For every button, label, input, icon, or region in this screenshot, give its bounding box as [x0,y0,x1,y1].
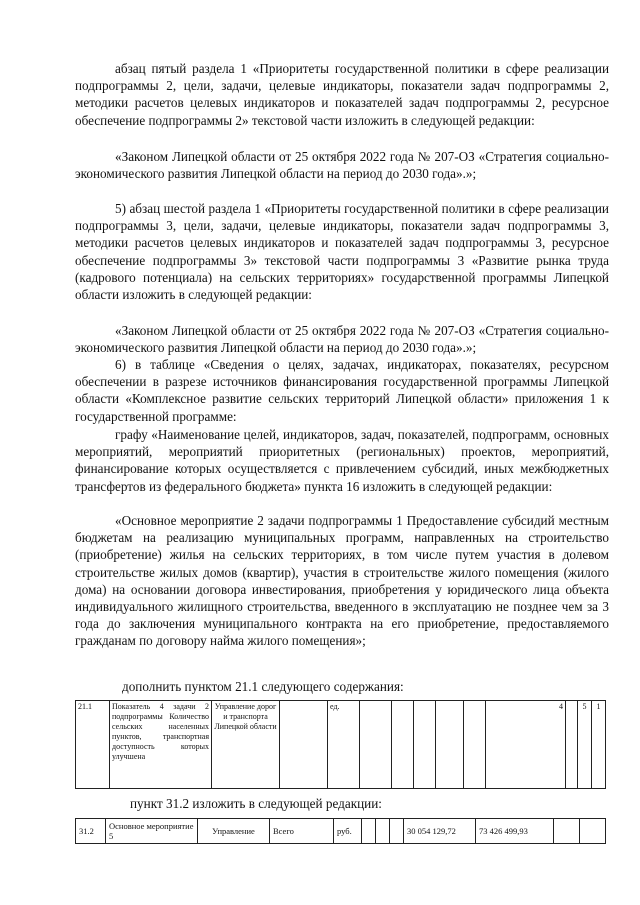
cell-event-name: Основное мероприятие 5 [106,819,198,844]
cell-unit: ед. [328,701,360,789]
cell-source: Всего [270,819,334,844]
cell-empty [362,819,376,844]
table-row [76,819,606,844]
cell-amount-2: 73 426 499,93 [476,819,554,844]
cell-empty [464,701,486,789]
paragraph-item-5: 5) абзац шестой раздела 1 «Приоритеты государственной политики в сфере реализации подпрограммы 3, цели, задачи, целевые индикаторы, показатели задач подпрограммы 3, методики расчетов целевых индикаторов и показателей задач подпрограммы 3, ресурсное обеспечение подпрограммы 3» текстовой части подпрограммы 3 «Развитие рынка труда (кадрового потенциала) на сельских территориях» государственной программы Липецкой области изложить в следующей редакции: [75,201,609,303]
cell-empty [436,701,464,789]
cell-number: 21.1 [76,701,110,789]
paragraph-item-6: 6) в таблице «Сведения о целях, задачах, индикаторах, показателях, ресурсном обеспечении в разрезе источников финансирования государственной программы Липецкой области «Комплексное развитие сельских территорий Липецкой области» приложения 1 к государственной программе: [75,357,609,424]
cell-empty [580,819,606,844]
cell-value-b: 5 [578,701,592,789]
paragraph-quote-law-2: «Законом Липецкой области от 25 октября 2022 года № 207-ОЗ «Стратегия социально-экономического развития Липецкой области на период до 2030 года».»; [75,323,609,356]
paragraph-section1-para5: абзац пятый раздела 1 «Приоритеты государственной политики в сфере реализации подпрограммы 2, цели, задачи, целевые индикаторы, показатели задач подпрограммы 2, методики расчетов целевых индикаторов и показателей задач подпрограммы 2, ресурсное обеспечение подпрограммы 2» текстовой части изложить в следующей редакции: [75,61,609,128]
cell-empty [360,701,392,789]
table-row [76,701,606,789]
cell-value-c: 1 [592,701,606,789]
cell-number: 31.2 [76,819,106,844]
caption-item-31-2: пункт 31.2 изложить в следующей редакции: [130,796,382,811]
paragraph-quote-law-1: «Законом Липецкой области от 25 октября 2022 года № 207-ОЗ «Стратегия социально-экономического развития Липецкой области на период до 2030 года».»; [75,149,609,182]
paragraph-main-event-2: «Основное мероприятие 2 задачи подпрограммы 1 Предоставление субсидий местным бюджетам на реализацию муниципальных программ, направленных на строительство (приобретение) жилья на сельских территориях, в том числе путем участия в долевом строительстве жилых домов (квартир), участия в строительстве жилого помещения (жилого дома) на основании договора инвестирования, приобретения у юридического лица объекта индивидуального жилищного строительства, введенного в эксплуатацию не позднее чем за 3 года до заключения муниципального контракта на его приобретение, предоставляемого гражданам по договору найма жилого помещения»; [75,513,609,649]
cell-empty [414,701,436,789]
cell-indicator-name: Показатель 4 задачи 2 подпрограммы Количество сельских населенных пунктов, транспортная доступность которых улучшена [110,701,212,789]
cell-empty [376,819,390,844]
cell-executor: Управление [198,819,270,844]
cell-amount-1: 30 054 129,72 [404,819,476,844]
cell-empty [566,701,578,789]
caption-add-item-21-1: дополнить пунктом 21.1 следующего содержания: [122,679,404,694]
table-item-21-1 [75,700,606,789]
table-item-31-2 [75,818,606,844]
cell-value-a: 4 [486,701,566,789]
cell-unit: руб. [334,819,362,844]
cell-empty [390,819,404,844]
paragraph-column-name: графу «Наименование целей, индикаторов, задач, показателей, подпрограмм, основных мероприятий, мероприятий приоритетных (региональных) проектов, мероприятий, финансирование которых осуществляется с привлечением субсидий, иных межбюджетных трансфертов из федерального бюджета» пункта 16 изложить в следующей редакции: [75,427,609,494]
cell-empty [392,701,414,789]
cell-executor: Управление дорог и транспорта Липецкой области [212,701,280,789]
cell-empty [280,701,328,789]
cell-empty [554,819,580,844]
